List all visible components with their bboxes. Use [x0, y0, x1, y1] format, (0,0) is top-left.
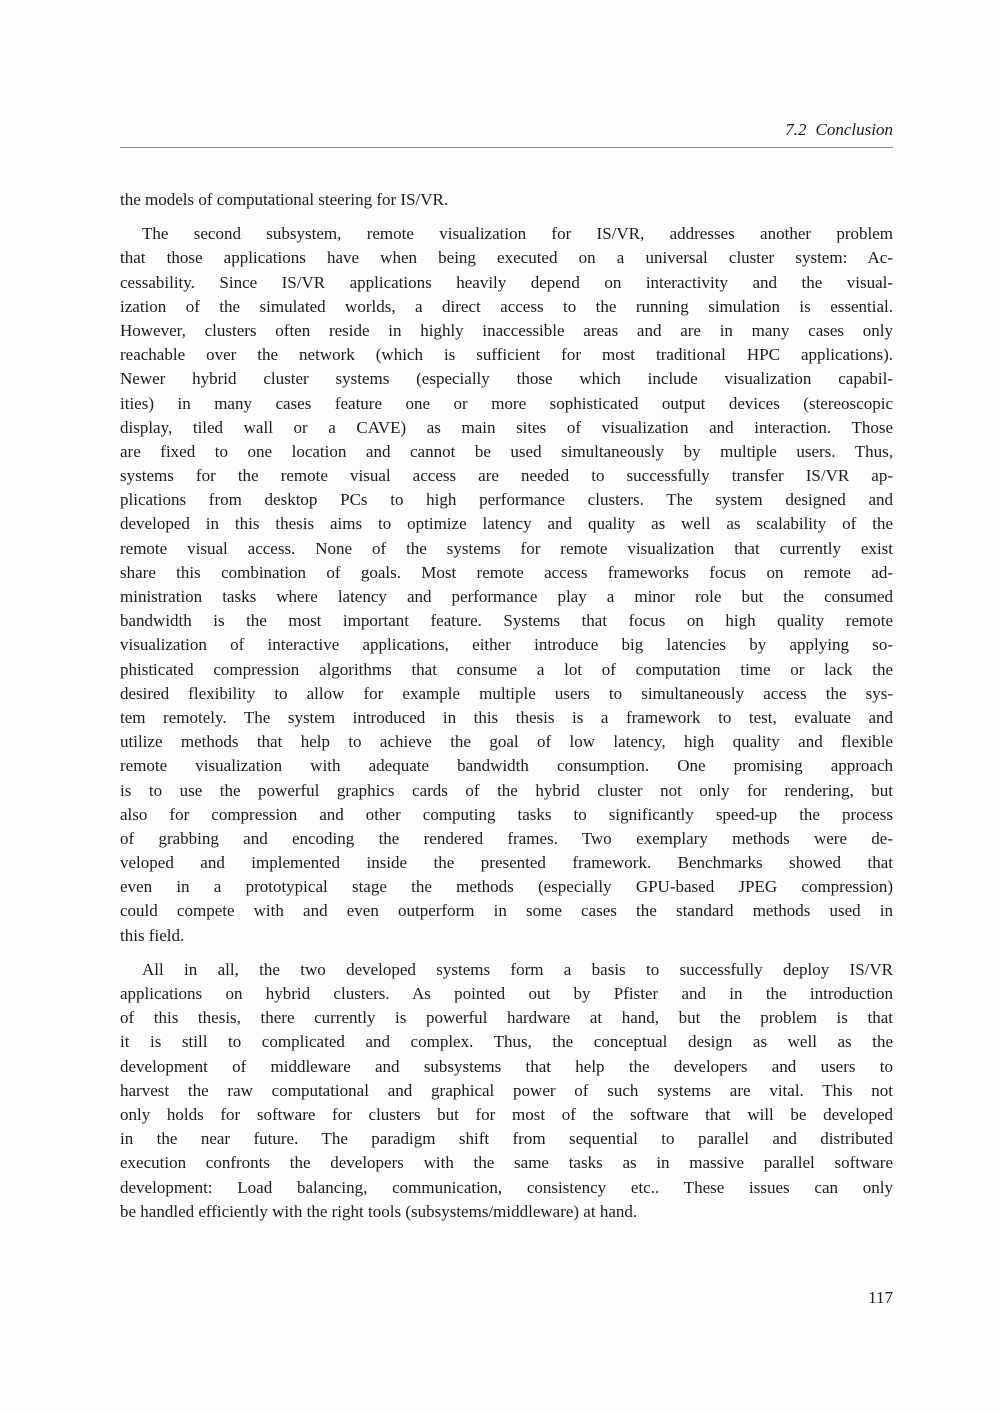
text-line: utilize methods that help to achieve the goal of low latency, high quality and flexible: [120, 732, 893, 752]
text-line: in the near future. The paradigm shift from sequential to parallel and distributed: [120, 1129, 893, 1149]
text-line: cessability. Since IS/VR applications heavily depend on interactivity and the visual-: [120, 272, 893, 292]
text-line: systems for the remote visual access are needed to successfully transfer IS/VR ap-: [120, 466, 893, 486]
text-line: are fixed to one location and cannot be used simultaneously by multiple users. Thus,: [120, 441, 893, 461]
text-line: of this thesis, there currently is powerful hardware at hand, but the problem is that: [120, 1008, 893, 1028]
text-line: ministration tasks where latency and performance play a minor role but the consumed: [120, 587, 893, 606]
text-line: applications on hybrid clusters. As pointed out by Pfister and in the introduction: [120, 984, 893, 1003]
text-line: veloped and implemented inside the presented framework. Benchmarks showed that: [120, 853, 893, 873]
paragraph: [120, 958, 893, 1224]
text-line: development: Load balancing, communication, consistency etc.. These issues can only: [120, 1177, 893, 1197]
text-line: be handled efficiently with the right tools (subsystems/middleware) at hand.: [120, 1201, 638, 1221]
page-number: 117: [868, 1288, 893, 1307]
text-line: phisticated compression algorithms that consume a lot of computation time or lack the: [120, 659, 893, 679]
text-line: All in all, the two developed systems form a basis to successfully deploy IS/VR: [142, 959, 893, 979]
text-line: The second subsystem, remote visualization for IS/VR, addresses another problem: [142, 224, 893, 244]
text-line: execution confronts the developers with the same tasks as in massive parallel software: [120, 1153, 893, 1173]
paragraph: [120, 188, 893, 212]
text-line: development of middleware and subsystems that help the developers and users to: [120, 1056, 893, 1076]
text-line: only holds for software for clusters but for most of the software that will be developed: [120, 1104, 893, 1124]
text-line: could compete with and even outperform in some cases the standard methods used in: [120, 901, 893, 921]
header-rule: [120, 147, 893, 148]
text-line: ities) in many cases feature one or more sophisticated output devices (stereoscopic: [120, 393, 893, 413]
text-line: harvest the raw computational and graphical power of such systems are vital. This not: [120, 1080, 893, 1100]
text-line: remote visualization with adequate bandwidth consumption. One promising approach: [120, 756, 893, 776]
text-line: However, clusters often reside in highly inaccessible areas and are in many cases only: [120, 320, 893, 340]
text-line: reachable over the network (which is sufficient for most traditional HPC applications).: [120, 345, 893, 365]
text-line: plications from desktop PCs to high performance clusters. The system designed and: [120, 490, 893, 510]
paragraph: [120, 222, 893, 948]
text-line: bandwidth is the most important feature. Systems that focus on high quality remote: [120, 611, 893, 631]
text-line: visualization of interactive applications, either introduce big latencies by applying so-: [120, 635, 893, 655]
running-header: [120, 120, 893, 140]
text-line: that those applications have when being executed on a universal cluster system: Ac-: [120, 248, 893, 268]
text-line: this field.: [120, 925, 185, 945]
text-line: ization of the simulated worlds, a direct access to the running simulation is essential.: [120, 296, 893, 316]
text-line: tem remotely. The system introduced in this thesis is a framework to test, evaluate and: [120, 707, 893, 727]
text-line: remote visual access. None of the systems for remote visualization that currently exist: [120, 538, 893, 558]
text-line: the models of computational steering for IS/VR.: [120, 190, 449, 209]
text-line: share this combination of goals. Most remote access frameworks focus on remote ad-: [120, 562, 893, 582]
text-line: even in a prototypical stage the methods (especially GPU-based JPEG compression): [120, 877, 893, 897]
text-line: Newer hybrid cluster systems (especially those which include visualization capabil-: [120, 369, 893, 389]
section-number: 7.2: [785, 120, 807, 139]
text-line: it is still to complicated and complex. Thus, the conceptual design as well as the: [120, 1032, 893, 1052]
document-body: [120, 188, 893, 1224]
text-line: also for compression and other computing tasks to significantly speed-up the process: [120, 804, 893, 824]
text-line: desired flexibility to allow for example multiple users to simultaneously access the sys-: [120, 683, 893, 703]
text-line: is to use the powerful graphics cards of the hybrid cluster not only for rendering, but: [120, 780, 893, 800]
section-title: Conclusion: [815, 120, 893, 139]
text-line: display, tiled wall or a CAVE) as main sites of visualization and interaction. Those: [120, 417, 893, 437]
text-line: developed in this thesis aims to optimize latency and quality as well as scalability of the: [120, 514, 893, 534]
text-line: of grabbing and encoding the rendered frames. Two exemplary methods were de-: [120, 828, 893, 848]
